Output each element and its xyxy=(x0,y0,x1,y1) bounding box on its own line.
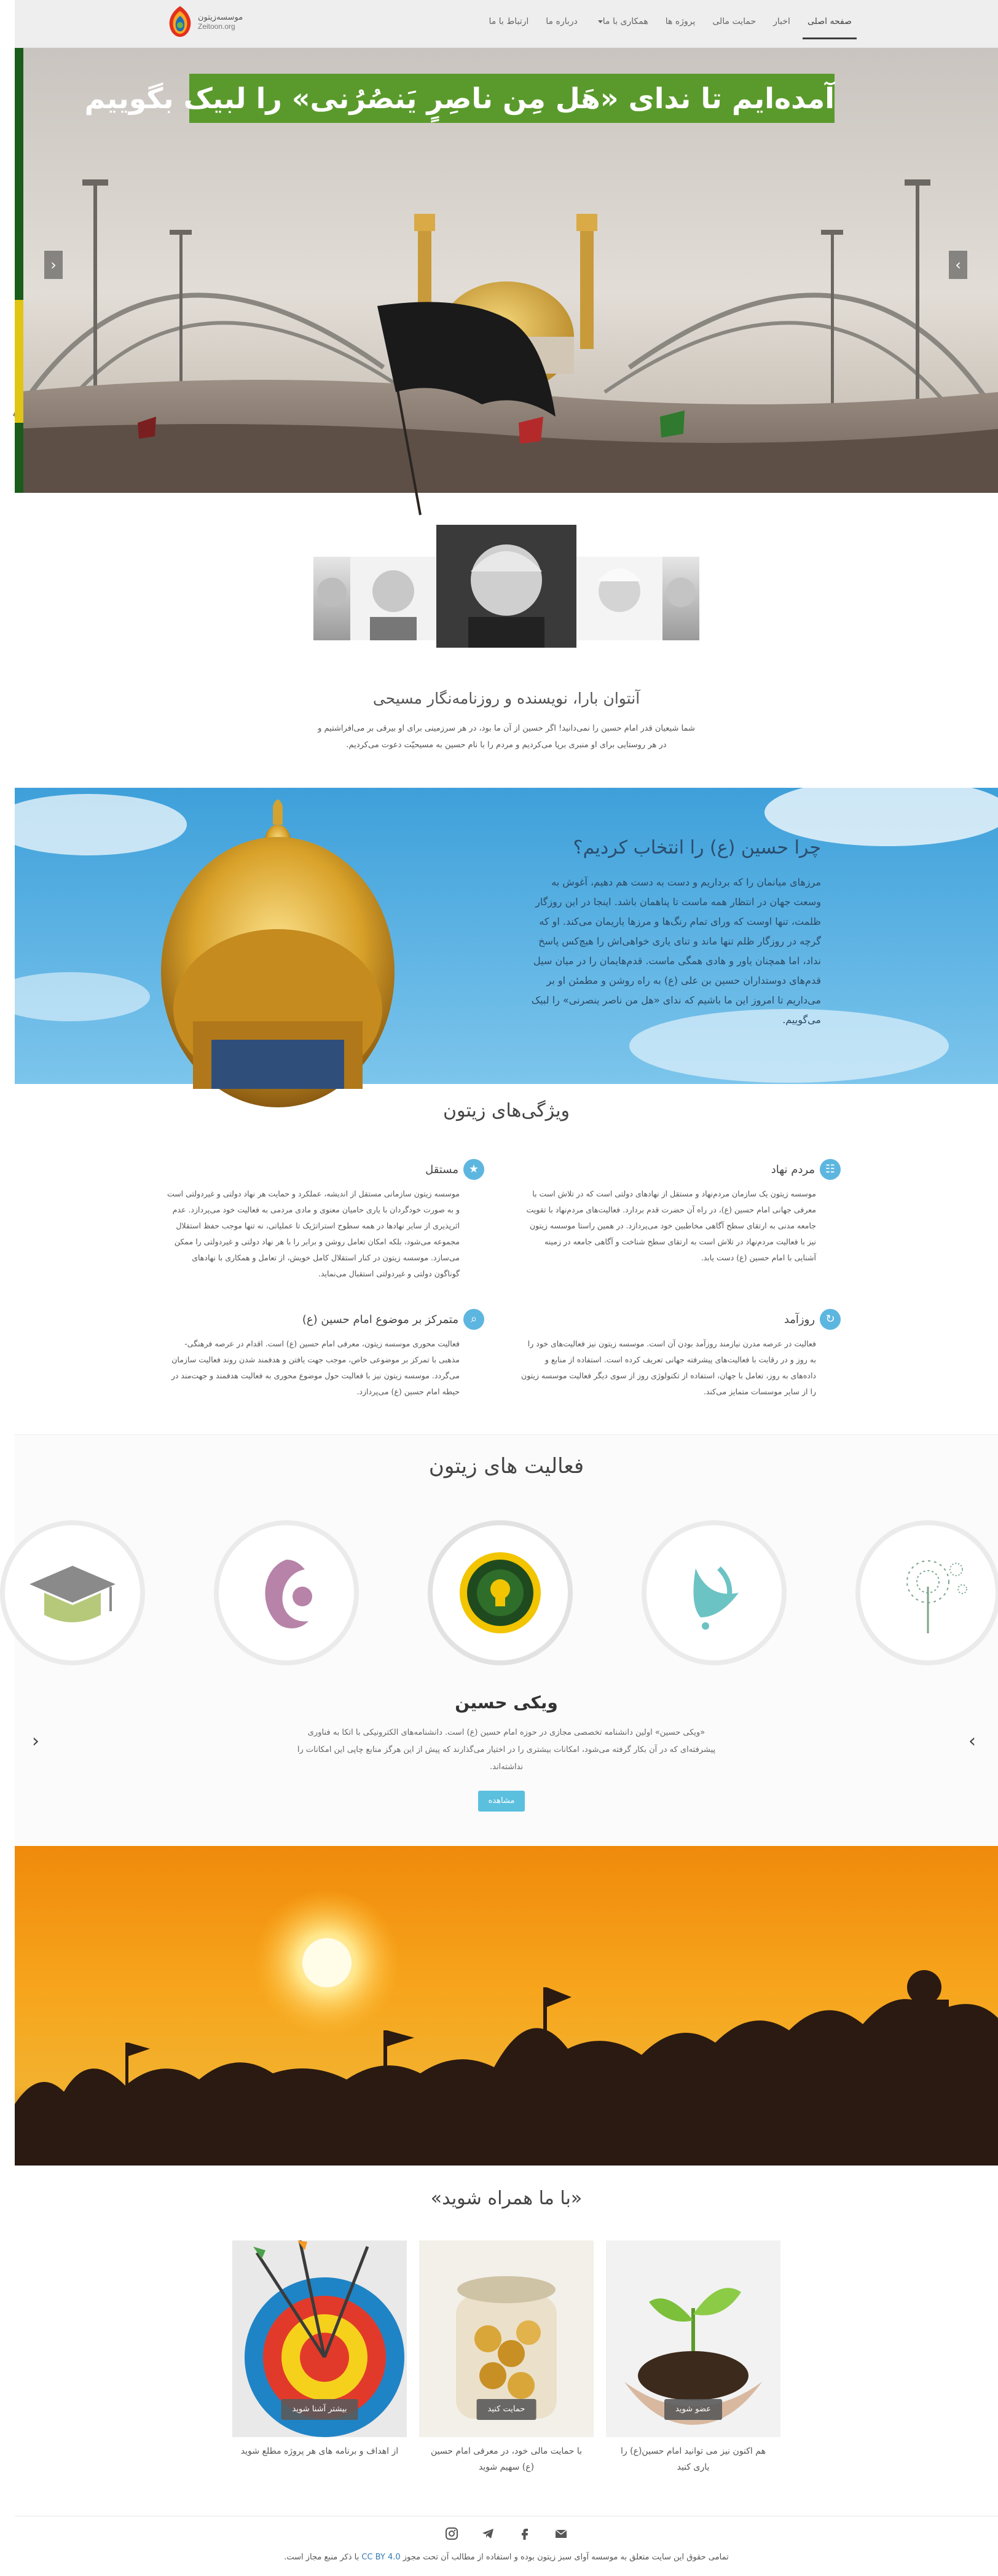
facebook-icon[interactable] xyxy=(514,2523,535,2544)
card-image xyxy=(606,2240,780,2437)
chevron-right-icon: › xyxy=(969,1730,976,1752)
feature-title: روزآمد xyxy=(784,1313,815,1326)
card-support xyxy=(419,2240,594,2475)
testimonial-text: شما شیعیان قدر امام حسین را نمی‌دانید! اگر حسین از آن ما بود، در هر سرزمینی برای او بیرقی بر می‌افراشتیم و در هر روستایی برای او منبری برپا می‌کردیم و مردم را با نام حسین به مسیحیّت دعوت می‌کردیم. xyxy=(318,724,695,750)
calligraphy-logo xyxy=(646,1525,782,1660)
nav-contact[interactable]: ارتباط با ما xyxy=(489,17,529,26)
search-icon: ⌕ xyxy=(463,1309,484,1330)
copyright-text-after: با ذکر منبع مجاز است. xyxy=(284,2553,360,2562)
card-join xyxy=(606,2240,780,2475)
hero-next-button[interactable] xyxy=(949,251,967,279)
hero-prev-button[interactable] xyxy=(44,251,63,279)
card-text: از اهداف و برنامه های هر پروژه مطلع شوید xyxy=(240,2446,399,2456)
why-text: مرزهای میانمان را که برداریم و دست به دست هم دهیم، آغوش به وسعت جهان در انتظار همه ماست تا پناهمان باشد. اینجا در این روزگار ظلمت، تنها اوست که ورای تمام رنگ‌ها و مرزها یاریمان می‌کند. او که گرچه در روزگار ظلم تنها ماند و تنای یاری خواهی‌اش را هیچ‌کس پاسخ نداد، اما همچنان یاور و هادی همگی ماست. قدم‌هایمان را در میان سیل قدم‌های دوستداران حسین بن علی (ع) به راه روشن و مطمئن او بر می‌داریم تا امروز این ما باشیم که ندای «هل من ناصر ینصرنی» را لبیک می‌گوییم. xyxy=(531,876,821,1026)
activities-prev-button[interactable] xyxy=(32,1730,39,1752)
view-button[interactable]: مشاهده xyxy=(478,1791,525,1812)
nav-about[interactable]: درباره ما xyxy=(546,17,578,26)
chevron-right-icon: › xyxy=(955,256,961,273)
join-title: «با ما همراه شوید» xyxy=(430,2188,583,2209)
activity-wiki-hussein[interactable] xyxy=(428,1520,573,1665)
nav-cooperate-label: همکاری با ما xyxy=(602,17,648,26)
people-icon: ☷ xyxy=(820,1159,841,1180)
learn-more-button[interactable]: بیشتر آشنا شوید xyxy=(281,2399,358,2420)
social-links xyxy=(441,2523,572,2544)
copyright xyxy=(199,2553,814,2562)
activity-graduation[interactable] xyxy=(0,1520,145,1665)
email-icon[interactable] xyxy=(551,2523,572,2544)
refresh-icon: ↻ xyxy=(820,1309,841,1330)
mother-child-logo xyxy=(219,1525,354,1660)
why-section xyxy=(15,788,998,1084)
card-text: هم اکنون نیز می توانید امام حسین(ع) را یاری کنید xyxy=(621,2446,766,2472)
activities-next-button[interactable] xyxy=(969,1730,976,1752)
chevron-left-icon: ‹ xyxy=(32,1730,39,1752)
feature-focused xyxy=(165,1309,484,1400)
nav-donate[interactable]: حمایت مالی xyxy=(712,17,756,26)
graduation-cap-icon xyxy=(5,1525,140,1660)
caret-down-icon xyxy=(598,20,603,23)
nav-projects[interactable]: پروژه ها xyxy=(665,17,696,26)
support-button[interactable]: حمایت کنید xyxy=(477,2399,536,2420)
telegram-icon[interactable] xyxy=(477,2523,498,2544)
feature-title: مردم نهاد xyxy=(771,1163,815,1176)
instagram-icon[interactable] xyxy=(441,2523,462,2544)
star-icon: ★ xyxy=(463,1159,484,1180)
activity-dandelion[interactable] xyxy=(855,1520,998,1665)
join-button[interactable]: عضو شوید xyxy=(664,2399,722,2420)
card-text: با حمایت مالی خود، در معرفی امام حسین (ع) سهیم شوید xyxy=(431,2446,582,2472)
activity-name: ویکی حسین xyxy=(455,1692,558,1713)
activity-description: «ویکی حسین» اولین دانشنامه تخصصی مجازی در حوزه امام حسین (ع) است. دانشنامه‌های الکترونیکی با اتکا به فناوری پیشرفته‌ای که در آن بکار گرفته می‌شود، امکانات بیشتری را در اختیار می‌گذارند که پیش از این هرگز منابع چاپی این امکانات را نداشته‌اند. xyxy=(297,1728,716,1772)
feature-people xyxy=(521,1159,841,1266)
zeitoon-logo-icon xyxy=(167,5,193,38)
feature-independent xyxy=(165,1159,484,1282)
feature-up-to-date xyxy=(521,1309,841,1400)
testimonial-name: آنتوان بارا، نویسنده و روزنامه‌نگار مسیحی xyxy=(372,689,640,707)
card-image xyxy=(419,2240,594,2437)
feature-text: فعالیت محوری موسسه زیتون، معرفی امام حسین (ع) است. اقدام در عرصه فرهنگی-مذهبی با تمرکز بر موضوعی خاص، موجب جهت یافتن و هدفمند شدن روند فعالیت سازمان می‌گردد. موسسه زیتون نیز با فعالیت حول موضوع محوری به فعالیت هدفمند و جهت‌مند در حیطه امام حسین (ع) می‌پردازد. xyxy=(171,1339,460,1396)
sunset-image xyxy=(15,1846,998,2166)
nav-news[interactable]: اخبار xyxy=(773,17,790,26)
activity-mother-child[interactable] xyxy=(214,1520,359,1665)
brand[interactable] xyxy=(167,2,246,41)
feature-text: موسسه زیتون سازمانی مستقل از اندیشه، عملکرد و حمایت هر نهاد دولتی و غیردولتی است و به صورت خودگردان با یاری حامیان معنوی و مادی مردمی به فعالیت خود می‌پردازد. عدم اثرپذیری از سایر نهادها در همه سطوح استراتژیک تا عملیاتی، نه تنها موجب حفظ استقلال مجموعه می‌شود، بلکه امکان تعامل روشن و برابر را با هر نهاد دولتی و غیردولتی را ممکن می‌سازد. موسسه زیتون در کنار استقلال کامل خویش، از تعامل و همکاری با نهادهای گوناگون دولتی و غیردولتی استقبال می‌نماید. xyxy=(167,1189,460,1278)
wiki-hussein-emblem xyxy=(433,1525,568,1660)
main-nav xyxy=(470,0,860,48)
chevron-left-icon: ‹ xyxy=(50,256,57,273)
feature-title: متمرکز بر موضوع امام حسین (ع) xyxy=(302,1313,458,1326)
hero-title: آمده‌ایم تا ندای «هَل مِن ناصِرٍ یَنصُرُنی» را لبیک بگوییم xyxy=(189,74,835,123)
copyright-text-before: تمامی حقوق این سایت متعلق به موسسه آوای سبز زیتون بوده و استفاده از مطالب آن تحت مجوز xyxy=(403,2553,729,2562)
nav-home[interactable]: صفحه اصلی xyxy=(799,0,860,48)
brand-name-en: Zeitoon.org xyxy=(198,22,235,31)
feature-text: موسسه زیتون یک سازمان مردم‌نهاد و مستقل از نهادهای دولتی است که در تلاش است با معرفی جهانی امام حسین (ع)، در راه آن حضرت قدم بردارد. فعالیت‌های مردم‌نهاد با تقویت جامعه مدنی به ارتقای سطح آگاهی مخاطبین خود می‌پردازد. در همین راستا موسسه زیتون نیز با فعالیت مردم‌نهاد در تلاش است به ارتقای سطح شناخت و آگاهی جامعه در زمینه آشنایی با امام حسین (ع) دست یابد. xyxy=(526,1189,816,1262)
nav-cooperate[interactable] xyxy=(586,0,657,48)
feature-text: فعالیت در عرصه مدرن نیازمند روزآمد بودن آن است. موسسه زیتون نیز فعالیت‌های خود را به روز و در رقابت با فعالیت‌های پیشرفته جهانی تعریف کرده است. استفاده از منابع و داده‌های به روز، تعامل با جهان، استفاده از تکنولوژی روز از سوی دیگر فعالیت موسسه زیتون را از سایر موسسات متمایز می‌کند. xyxy=(521,1339,816,1396)
dandelion-icon xyxy=(860,1525,996,1660)
minaret-sky-image xyxy=(15,788,998,1084)
card-image xyxy=(232,2240,407,2437)
feature-title: مستقل xyxy=(425,1163,458,1176)
features-title: ویژگی‌های زیتون xyxy=(442,1100,570,1121)
brand-text xyxy=(198,13,243,31)
why-title: چرا حسین (ع) را انتخاب کردیم؟ xyxy=(573,837,821,858)
portrait-gallery xyxy=(313,525,699,648)
card-learn-more xyxy=(232,2240,407,2459)
pilgrims-sunset-image xyxy=(15,1846,998,2166)
activities-title: فعالیت های زیتون xyxy=(428,1454,584,1478)
brand-name-fa: موسسه‌زیتون xyxy=(198,12,243,22)
activity-calligraphy[interactable] xyxy=(642,1520,787,1665)
cc-license-link[interactable]: CC BY 4.0 xyxy=(361,2553,401,2562)
